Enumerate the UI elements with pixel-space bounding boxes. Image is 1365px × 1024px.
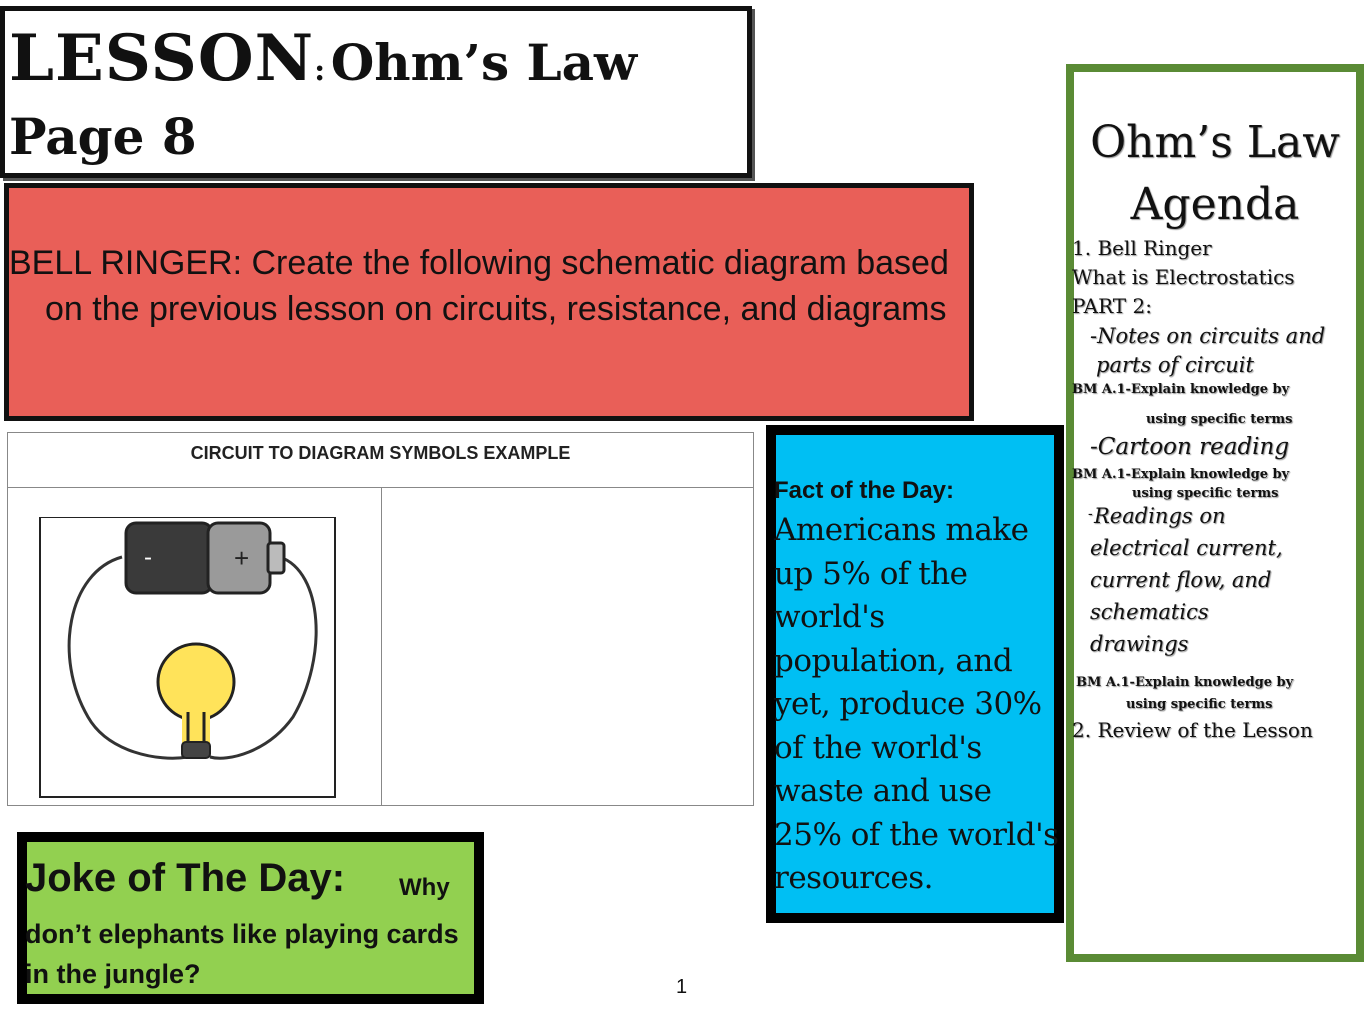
agenda-benchmark-3-cont: using specific terms <box>1126 697 1273 712</box>
agenda-title: Ohm’s Law Agenda <box>1090 117 1340 230</box>
circuit-illustration <box>38 517 358 799</box>
agenda-note-circuits: -Notes on circuits and <box>1090 324 1326 348</box>
agenda-note-cartoon: -Cartoon reading <box>1090 434 1290 460</box>
agenda-panel <box>1066 64 1364 962</box>
agenda-item-1-sub: What is Electrostatics <box>1072 265 1295 289</box>
joke-question: don’t elephants like playing cards in the jungle? <box>25 919 459 989</box>
agenda-benchmark-2-cont: using specific terms <box>1132 486 1279 501</box>
battery-icon <box>126 523 284 593</box>
agenda-benchmark-1: BM A.1-Explain knowledge by <box>1072 382 1290 397</box>
fact-label: Fact of the Day: <box>774 477 955 504</box>
lesson-page: Page 8 <box>9 107 197 166</box>
agenda-item-2: 2. Review of the Lesson <box>1072 718 1313 742</box>
circuit-example-header: CIRCUIT TO DIAGRAM SYMBOLS EXAMPLE <box>8 433 753 488</box>
lesson-title <box>9 21 637 96</box>
lesson-topic: Ohm’s Law <box>330 33 638 92</box>
joke-of-the-day-box <box>17 832 484 1004</box>
battery-minus: - <box>144 544 152 571</box>
agenda-benchmark-1-cont: using specific terms <box>1146 412 1293 427</box>
title-colon: : <box>314 53 326 88</box>
agenda-note-readings-5: drawings <box>1090 632 1189 656</box>
fact-of-the-day-box <box>766 425 1064 923</box>
agenda-note-readings: Readings on <box>1094 504 1226 528</box>
agenda-note-readings-2: electrical current, <box>1090 536 1283 560</box>
joke-why: Why <box>399 874 450 901</box>
bell-ringer-box <box>4 183 974 421</box>
agenda-benchmark-3: BM A.1-Explain knowledge by <box>1076 675 1294 690</box>
agenda-note-readings-4: schematics <box>1090 600 1209 624</box>
light-bulb-icon <box>158 644 234 758</box>
agenda-note-circuits-cont: parts of circuit <box>1096 353 1254 377</box>
battery-plus: + <box>234 543 250 573</box>
joke-label: Joke of The Day: <box>25 856 346 900</box>
circuit-example-table <box>7 432 754 806</box>
lesson-title-box <box>0 6 752 178</box>
agenda-benchmark-2: BM A.1-Explain knowledge by <box>1072 467 1290 482</box>
table-divider <box>381 487 382 805</box>
agenda-note-readings-3: current flow, and <box>1090 568 1272 592</box>
lesson-word: LESSON <box>9 21 315 96</box>
page-number: 1 <box>676 976 688 998</box>
bell-ringer-text: BELL RINGER: Create the following schematic diagram based on the previous lesson on circuits, resistance, and diagrams <box>9 244 949 328</box>
agenda-part-2: PART 2: <box>1072 294 1152 318</box>
agenda-note-readings-dash: - <box>1088 506 1093 522</box>
fact-text: Americans make up 5% of the world's population, and yet, produce 30% of the world's waste and use 25% of the world's resources. <box>774 512 1059 896</box>
agenda-item-1: 1. Bell Ringer <box>1072 236 1212 260</box>
